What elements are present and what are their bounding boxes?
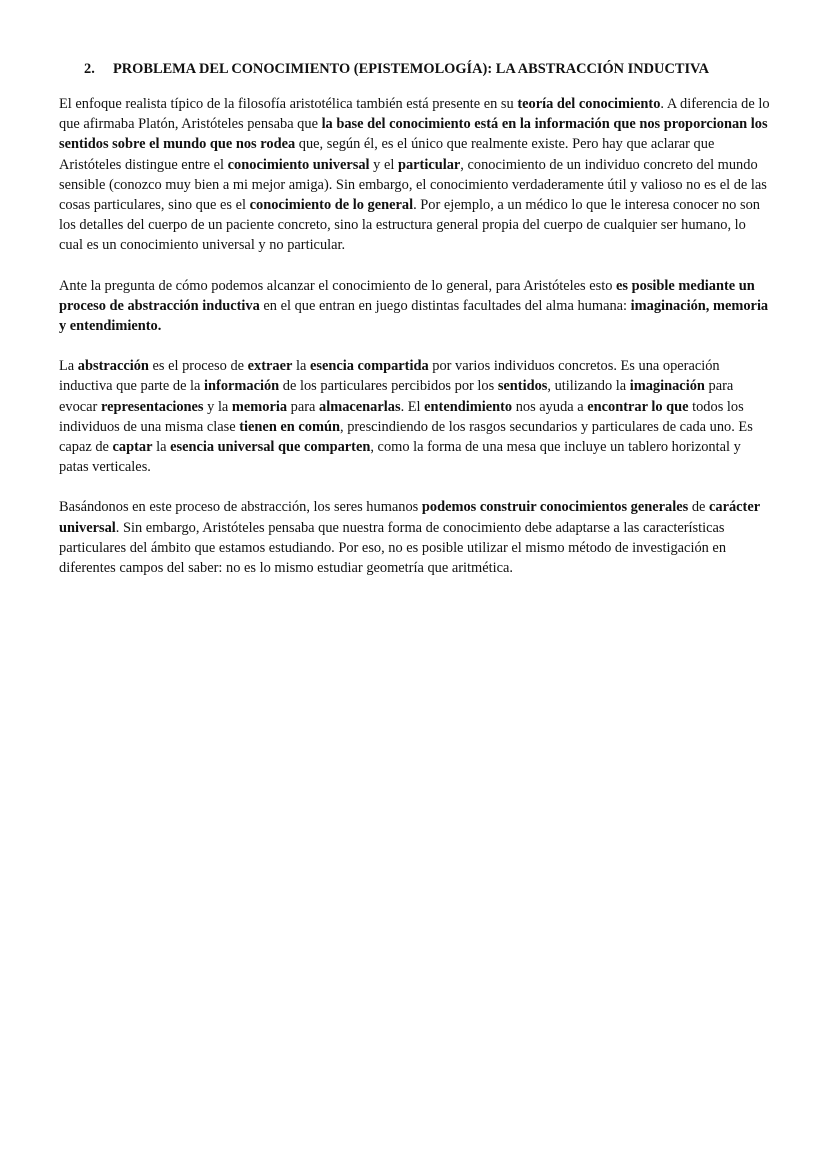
text-run: para [287, 398, 320, 415]
text-run: nos ayuda a [512, 398, 588, 415]
paragraph-1 [59, 94, 772, 256]
text-run: y el [369, 156, 398, 173]
bold-text-run: la base del conocimiento está en la información que nos proporcionan los sentidos sobre el mundo que nos rodea [59, 116, 768, 153]
text-run: , prescindiendo de los rasgos secundarios y particulares de cada uno. Es capaz de [59, 418, 753, 456]
text-run: por varios individuos concretos. Es una operación inductiva que parte de la [59, 358, 720, 395]
text-run: . Por ejemplo, a un médico lo que le interesa conocer no son los detalles del cuerpo de un paciente concreto, sino la estructura general propia del cuerpo de cualquier ser humano, lo cual es un conocimiento universal y no particular. [59, 197, 760, 254]
bold-text-run: tienen en común [239, 418, 340, 435]
bold-text-run: extraer [247, 358, 293, 375]
bold-text-run: carácter universal [59, 499, 760, 536]
text-run: , conocimiento de un individuo concreto del mundo sensible (conozco muy bien a mi mejor amiga). Sin embargo, el conocimiento verdaderamente útil y valioso no es el de las cosas particulares, sino que es el [59, 156, 767, 214]
bold-text-run: entendimiento [424, 398, 513, 415]
bold-text-run: imaginación, memoria y entendimiento. [59, 297, 769, 335]
text-run: es el proceso de [148, 358, 248, 375]
paragraph-3 [59, 356, 772, 477]
bold-text-run: esencia compartida [309, 358, 429, 375]
bold-text-run: imaginación [629, 378, 705, 395]
paragraph-4 [59, 497, 772, 578]
text-run: en el que entran en juego distintas facultades del alma humana: [259, 297, 631, 314]
text-run: la [152, 439, 171, 456]
bold-text-run: particular [397, 156, 461, 173]
section-number: 2. [84, 61, 95, 77]
text-run: El enfoque realista típico de la filosofía aristotélica también está presente en su [59, 96, 518, 112]
bold-text-run: conocimiento universal [227, 156, 370, 173]
bold-text-run: sentidos [497, 378, 548, 395]
bold-text-run: es posible mediante un proceso de abstracción inductiva [59, 277, 755, 314]
bold-text-run: almacenarlas [319, 398, 401, 415]
section-heading [84, 59, 784, 79]
text-run: La [59, 358, 78, 375]
text-run: , como la forma de una mesa que incluye un tablero horizontal y patas verticales. [59, 439, 741, 476]
bold-text-run: captar [112, 439, 153, 456]
bold-text-run: encontrar lo que [587, 398, 689, 415]
text-run: Basándonos en este proceso de abstracción, los seres humanos [59, 499, 422, 516]
text-run: Ante la pregunta de cómo podemos alcanzar el conocimiento de lo general, para Aristóteles esto [59, 277, 617, 294]
text-run: para evocar [59, 378, 734, 415]
bold-text-run: podemos construir conocimientos generales [421, 499, 689, 516]
text-run: . Sin embargo, Aristóteles pensaba que nuestra forma de conocimiento debe adaptarse a las características particulares del ámbito que estamos estudiando. Por eso, no es posible utilizar el mismo método de investigación en diferentes campos del saber: no es lo mismo estudiar geometría que aritmética. [59, 519, 727, 577]
text-run: y la [203, 398, 232, 415]
paragraph-2 [59, 276, 772, 337]
text-run: que, según él, es el único que realmente existe. Pero hay que aclarar que Aristóteles distingue entre el [59, 136, 715, 173]
bold-text-run: conocimiento de lo general [249, 197, 414, 214]
text-run: . A diferencia de lo que afirmaba Platón, Aristóteles pensaba que [59, 96, 770, 133]
bold-text-run: esencia universal que comparten [170, 439, 371, 456]
bold-text-run: abstracción [77, 358, 149, 375]
bold-text-run: teoría del conocimiento [517, 96, 661, 112]
text-run: de los particulares percibidos por los [279, 378, 498, 395]
bold-text-run: representaciones [100, 398, 204, 415]
bold-text-run: información [204, 378, 280, 395]
text-run: . El [400, 398, 425, 415]
text-run: de [688, 499, 709, 516]
bold-text-run: memoria [231, 398, 288, 415]
text-run: la [292, 358, 310, 375]
section-title: PROBLEMA DEL CONOCIMIENTO (EPISTEMOLOGÍA): LA ABSTRACCIÓN INDUCTIVA [113, 61, 709, 77]
text-run: , utilizando la [547, 378, 630, 395]
document-body [59, 94, 772, 598]
text-run: todos los individuos de una misma clase [59, 398, 744, 435]
